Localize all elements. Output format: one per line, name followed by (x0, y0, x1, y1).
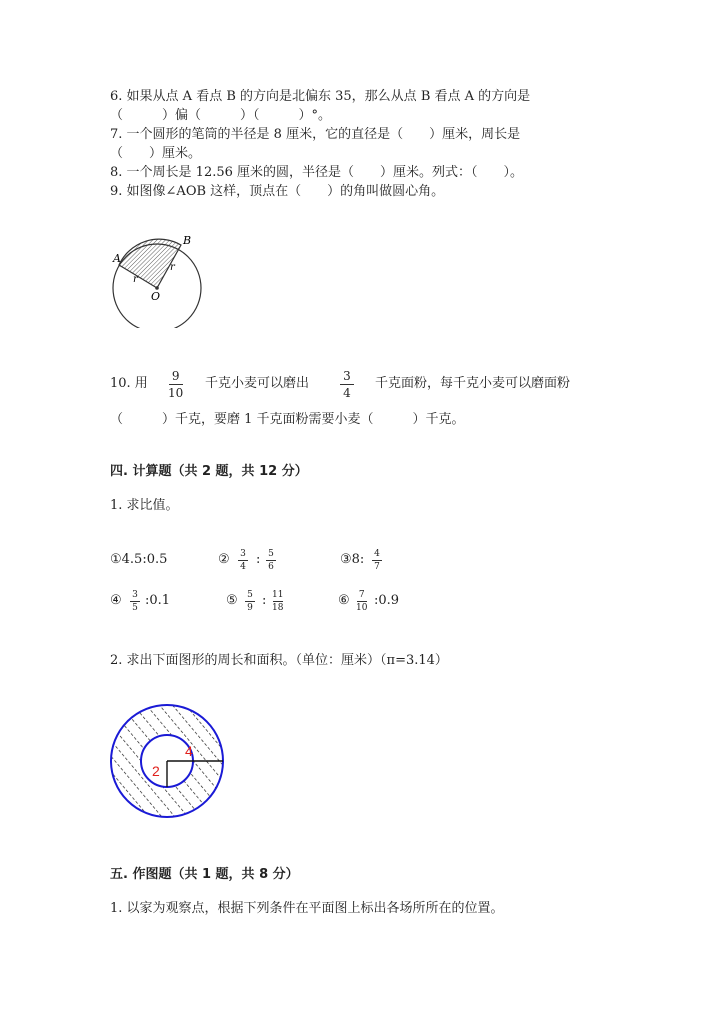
fraction-denominator: 18 (272, 603, 284, 613)
fraction-numerator: 9 (171, 369, 180, 383)
q7-line2: （ ）厘米。 (110, 146, 202, 161)
q10-line2: （ ）千克，要磨 1 千克面粉需要小麦（ ）千克。 (110, 412, 465, 427)
section4-heading: 四. 计算题（共 2 题，共 12 分） (110, 464, 308, 479)
ratio-item-2-fraction-b (266, 549, 276, 572)
fraction-bar (340, 384, 354, 385)
ratio-item-5-colon: : (262, 593, 267, 608)
ratio-item-5-fraction-a (245, 590, 255, 613)
ratio-item-4-label: ④ (110, 593, 122, 608)
section5-q1: 1. 以家为观察点，根据下列条件在平面图上标出各场所所在的位置。 (110, 901, 504, 916)
fraction-bar (266, 560, 276, 561)
fraction-bar (357, 601, 367, 602)
label-o: O (151, 290, 161, 303)
q10-fraction-1 (168, 369, 183, 400)
q7-line1: 7. 一个圆形的笔筒的半径是 8 厘米，它的直径是（ ）厘米，周长是 (110, 127, 521, 142)
ratio-item-5-label: ⑤ (226, 593, 238, 608)
fraction-denominator: 9 (247, 603, 253, 613)
q10-prefix: 10. 用 (110, 376, 148, 391)
ratio-item-3-label: ③8: (340, 552, 365, 567)
fraction-denominator: 6 (268, 562, 274, 572)
q9-text: 9. 如图像∠AOB 这样，顶点在（ ）的角叫做圆心角。 (110, 184, 445, 199)
fraction-numerator: 4 (374, 549, 380, 559)
label-r-right: r (170, 262, 175, 273)
inner-radius-label: 2 (152, 763, 160, 779)
ratio-item-2-fraction-a (238, 549, 248, 572)
annulus-figure (105, 703, 229, 823)
fraction-denominator: 5 (132, 603, 138, 613)
fraction-bar (238, 560, 248, 561)
fraction-numerator: 7 (358, 590, 365, 600)
fraction-denominator: 7 (374, 562, 380, 572)
fraction-bar (372, 560, 382, 561)
q6-line1: 6. 如果从点 A 看点 B 的方向是北偏东 35，那么从点 B 看点 A 的方向是 (110, 89, 531, 104)
ratio-item-5-fraction-b (272, 590, 283, 613)
fraction-bar (245, 601, 255, 602)
fraction-bar (130, 601, 140, 602)
fraction-numerator: 3 (343, 369, 351, 383)
fraction-numerator: 3 (132, 590, 138, 600)
fraction-numerator: 11 (272, 590, 284, 600)
q2-title: 2. 求出下面图形的周长和面积。（单位：厘米）（π=3.14） (110, 653, 448, 668)
fraction-numerator: 3 (240, 549, 246, 559)
label-r-left: r (133, 274, 138, 285)
label-a: A (113, 252, 121, 265)
fraction-denominator: 4 (240, 562, 246, 572)
ratio-item-4-rest: :0.1 (145, 593, 171, 608)
fraction-numerator: 5 (247, 590, 253, 600)
outer-radius-label: 4 (185, 743, 193, 759)
fraction-numerator: 5 (268, 549, 274, 559)
ratio-item-4-fraction (130, 590, 140, 613)
fraction-denominator: 10 (168, 386, 184, 400)
fraction-denominator: 4 (343, 386, 351, 400)
fraction-bar (273, 601, 283, 602)
ratio-item-6-rest: :0.9 (374, 593, 400, 608)
label-b: B (183, 234, 192, 247)
q6-line2: （ ）偏（ ）（ ）°。 (110, 108, 332, 123)
fraction-denominator: 10 (356, 603, 368, 613)
ratio-item-6-fraction (356, 590, 367, 613)
ratio-item-2-colon: : (256, 552, 261, 567)
q10-fraction-2 (340, 369, 354, 400)
circle-sector-figure (105, 228, 210, 328)
ratio-item-2-label: ② (218, 552, 230, 567)
section5-heading: 五. 作图题（共 1 题，共 8 分） (110, 867, 299, 882)
ratio-item-6-label: ⑥ (338, 593, 350, 608)
q8-text: 8. 一个周长是 12.56 厘米的圆，半径是（ ）厘米。列式：（ ）。 (110, 165, 524, 180)
fraction-bar (169, 384, 183, 385)
q10-middle: 千克小麦可以磨出 (205, 376, 310, 391)
q1-title: 1. 求比值。 (110, 498, 179, 513)
ratio-item-1: ①4.5:0.5 (110, 552, 168, 567)
q10-suffix: 千克面粉，每千克小麦可以磨面粉 (375, 376, 571, 391)
ratio-item-3-fraction (372, 549, 382, 572)
